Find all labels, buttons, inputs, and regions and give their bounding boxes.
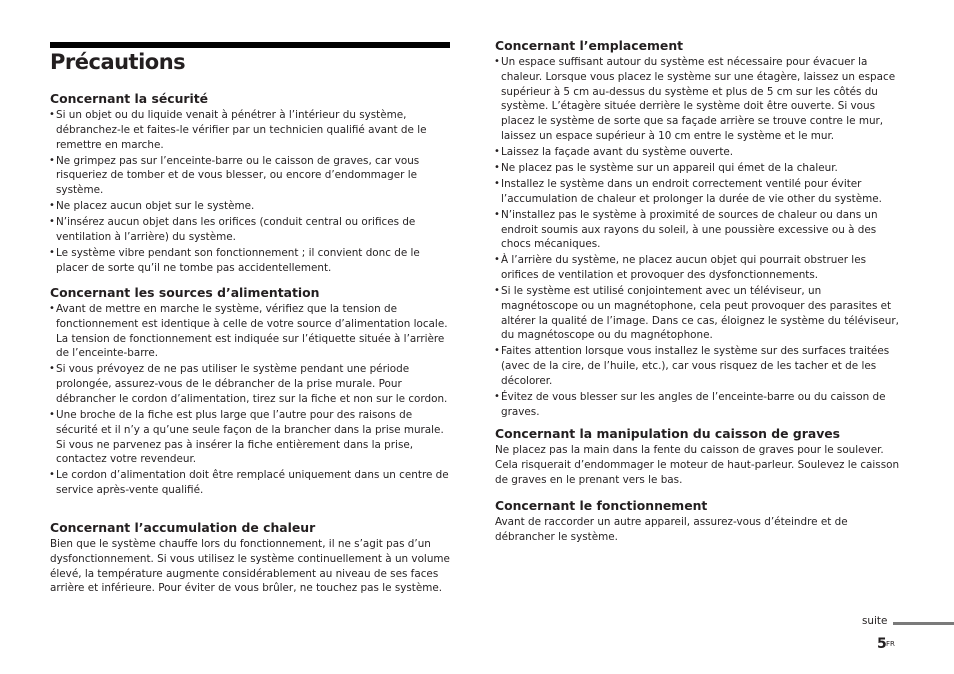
section-text: Bien que le système chauffe lors du fonctionnement, il ne s’agit pas d’un dysfonctionnement. Si vous utilisez le système continuellement à un volume élevé, la température augmente considérablement au niveau de ses faces arrière et inférieure. Pour éviter de vous brûler, ne touchez pas le système.: [50, 538, 450, 595]
section-heading: Concernant les sources d’alimentation: [50, 285, 320, 300]
continued-rule: [893, 622, 954, 625]
section-heading: Concernant la manipulation du caisson de graves: [495, 426, 841, 441]
bullet-list: [495, 55, 900, 420]
list-item: • Si un objet ou du liquide venait à pénétrer à l’intérieur du système, débranchez-le et faites-le vérifier par un technicien qualifié avant de le remettre en marche.: [50, 108, 450, 152]
section-fonctionnement: [495, 497, 900, 545]
list-item: • À l’arrière du système, ne placez aucun objet qui pourrait obstruer les orifices de ventilation et provoquer des dysfonctionnements.: [495, 253, 900, 283]
bullet-list: [50, 302, 450, 498]
bullet-list: [50, 108, 450, 276]
list-item: • Laissez la façade avant du système ouverte.: [495, 145, 900, 160]
list-item: • N’installez pas le système à proximité de sources de chaleur ou dans un endroit soumis aux rayons du soleil, à une poussière excessive ou à des chocs mécaniques.: [495, 208, 900, 252]
list-item: • Un espace suffisant autour du système est nécessaire pour évacuer la chaleur. Lorsque vous placez le système sur une étagère, laissez un espace supérieur à 5 cm au-dessus du système et plus de 5 cm sur les côtés du système. L’étagère située derrière le système doit être ouverte. Si vous placez le système de sorte que sa façade arrière se trouve contre le mur, laissez un espace supérieur à 10 cm entre le système et le mur.: [495, 55, 900, 144]
page-language-suffix: FR: [886, 640, 895, 648]
list-item: • Ne grimpez pas sur l’enceinte-barre ou le caisson de graves, car vous risqueriez de tomber et de vous blesser, ou encore d’endommager le système.: [50, 154, 450, 198]
list-item: • Si vous prévoyez de ne pas utiliser le système pendant une période prolongée, assurez-vous de le débrancher de la prise murale. Pour débrancher le cordon d’alimentation, tirez sur la fiche et non sur le cordon.: [50, 362, 450, 406]
section-securite: [50, 90, 450, 277]
section-heading: Concernant l’accumulation de chaleur: [50, 520, 316, 535]
section-heading: Concernant le fonctionnement: [495, 498, 708, 513]
list-item: • Une broche de la fiche est plus large que l’autre pour des raisons de sécurité et il n’y a qu’une seule façon de la brancher dans la prise murale. Si vous ne parvenez pas à insérer la fiche entièrement dans la prise, contactez votre revendeur.: [50, 408, 450, 467]
list-item: • Avant de mettre en marche le système, vérifiez que la tension de fonctionnement est identique à celle de votre source d’alimentation locale. La tension de fonctionnement est indiquée sur l’étiquette située à l’arrière de l’enceinte-barre.: [50, 302, 450, 361]
list-item: • Ne placez pas le système sur un appareil qui émet de la chaleur.: [495, 161, 900, 176]
section-alimentation: [50, 284, 450, 499]
list-item: • N’insérez aucun objet dans les orifices (conduit central ou orifices de ventilation à l’arrière) du système.: [50, 215, 450, 245]
section-heading: Concernant l’emplacement: [495, 38, 684, 53]
list-item: • Le cordon d’alimentation doit être remplacé uniquement dans un centre de service après-vente qualifié.: [50, 468, 450, 498]
list-item: • Installez le système dans un endroit correctement ventilé pour éviter l’accumulation de chaleur et prolonger la durée de vie other du système.: [495, 177, 900, 207]
list-item: • Ne placez aucun objet sur le système.: [50, 199, 450, 214]
list-item: • Le système vibre pendant son fonctionnement ; il convient donc de le placer de sorte qu’il ne tombe pas accidentellement.: [50, 246, 450, 276]
page-number: 5: [877, 636, 887, 652]
list-item: • Faites attention lorsque vous installez le système sur des surfaces traitées (avec de la cire, de l’huile, etc.), car vous risquez de les tacher et de les décolorer.: [495, 344, 900, 388]
continued-label: suite: [862, 615, 888, 627]
section-chaleur: [50, 519, 450, 596]
section-heading: Concernant la sécurité: [50, 91, 209, 106]
section-text: Avant de raccorder un autre appareil, assurez-vous d’éteindre et de débrancher le système.: [495, 516, 848, 543]
title-rule: [50, 42, 450, 48]
page-title: Précautions: [50, 50, 186, 74]
list-item: • Si le système est utilisé conjointement avec un téléviseur, un magnétoscope ou un magnétophone, cela peut provoquer des parasites et altérer la qualité de l’image. Dans ce cas, éloignez le système du téléviseur, du magnétoscope ou du magnétophone.: [495, 284, 900, 343]
section-emplacement: [495, 37, 900, 421]
section-text: Ne placez pas la main dans la fente du caisson de graves pour le soulever. Cela risquerait d’endommager le moteur de haut-parleur. Soulevez le caisson de graves en le prenant vers le bas.: [495, 444, 900, 486]
section-manipulation: [495, 425, 900, 487]
list-item: • Évitez de vous blesser sur les angles de l’enceinte-barre ou du caisson de graves.: [495, 390, 900, 420]
